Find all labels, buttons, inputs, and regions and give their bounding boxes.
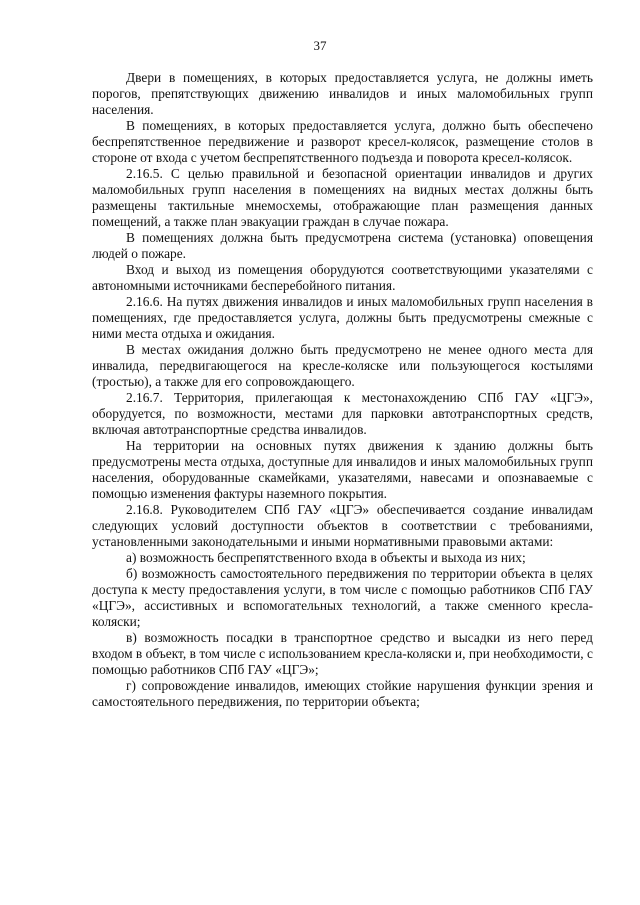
paragraph: Вход и выход из помещения оборудуются соответствующими указателями с автономными источниками бесперебойного питания. (92, 262, 593, 293)
page-number: 37 (313, 38, 327, 53)
list-item: б) возможность самостоятельного передвижения по территории объекта в целях доступа к месту предоставления услуги, в том числе с помощью работников СПб ГАУ «ЦГЭ», ассистивных и вспомогательных технологий, а также сменного кресла-коляски; (92, 566, 593, 629)
paragraph: Двери в помещениях, в которых предоставляется услуга, не должны иметь порогов, препятствующих движению инвалидов и иных маломобильных групп населения. (92, 70, 593, 117)
paragraph: 2.16.5. С целью правильной и безопасной ориентации инвалидов и других маломобильных групп населения в помещениях на видных местах должны быть размещены тактильные мнемосхемы, отображающие план размещения данных помещений, а также план эвакуации граждан в случае пожара. (92, 166, 593, 229)
paragraph: В местах ожидания должно быть предусмотрено не менее одного места для инвалида, передвигающегося на кресле-коляске или пользующегося костылями (тростью), а также для его сопровождающего. (92, 342, 593, 389)
paragraph: На территории на основных путях движения к зданию должны быть предусмотрены места отдыха, доступные для инвалидов и иных маломобильных групп населения, оборудованные скамейками, указателями, навесами и опознаваемые с помощью изменения фактуры наземного покрытия. (92, 438, 593, 501)
paragraph: В помещениях должна быть предусмотрена система (установка) оповещения людей о пожаре. (92, 230, 593, 261)
paragraph: 2.16.7. Территория, прилегающая к местонахождению СПб ГАУ «ЦГЭ», оборудуется, по возможности, местами для парковки автотранспортных средств, включая автотранспортные средства инвалидов. (92, 390, 593, 437)
paragraph: В помещениях, в которых предоставляется услуга, должно быть обеспечено беспрепятственное передвижение и разворот кресел-колясок, размещение столов в стороне от входа с учетом беспрепятственного подъезда и поворота кресел-колясок. (92, 118, 593, 165)
list-item: в) возможность посадки в транспортное средство и высадки из него перед входом в объект, в том числе с использованием кресла-коляски и, при необходимости, с помощью работников СПб ГАУ «ЦГЭ»; (92, 630, 593, 677)
list-item: а) возможность беспрепятственного входа в объекты и выхода из них; (126, 550, 526, 565)
paragraph: 2.16.6. На путях движения инвалидов и иных маломобильных групп населения в помещениях, где предоставляется услуга, должны быть предусмотрены смежные с ними места отдыха и ожидания. (92, 294, 593, 341)
list-item: г) сопровождение инвалидов, имеющих стойкие нарушения функции зрения и самостоятельного передвижения, по территории объекта; (92, 678, 593, 709)
document-body (92, 70, 593, 710)
paragraph: 2.16.8. Руководителем СПб ГАУ «ЦГЭ» обеспечивается создание инвалидам следующих условий доступности объектов в соответствии с требованиями, установленными законодательными и иными нормативными правовыми актами: (92, 502, 593, 549)
